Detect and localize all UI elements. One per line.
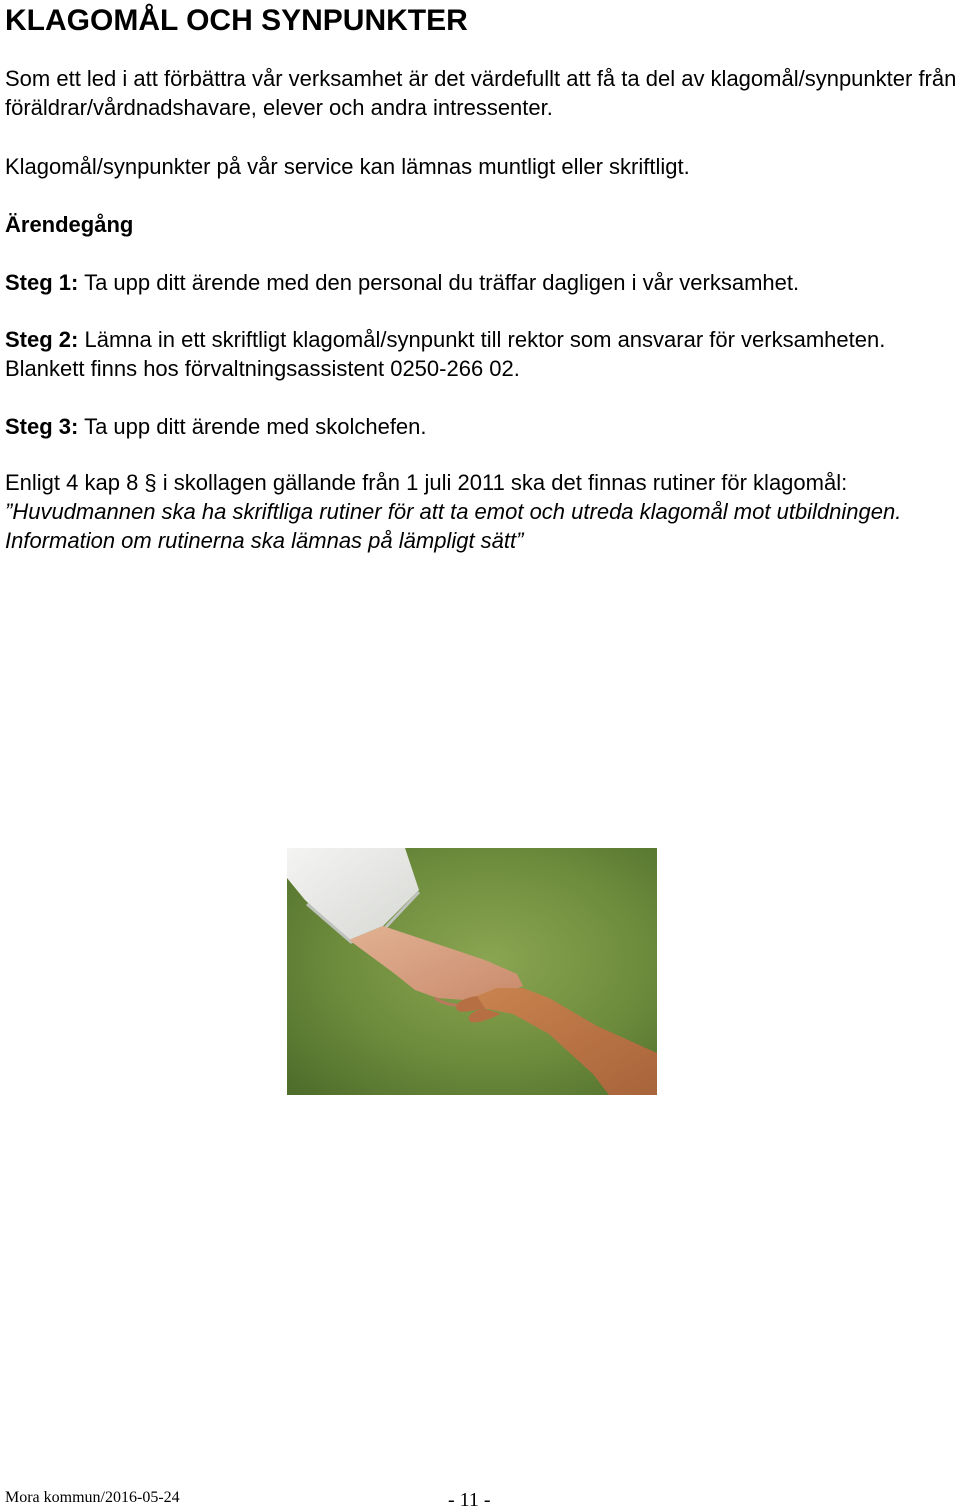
step-3 [5,412,960,441]
intro-paragraph: Som ett led i att förbättra vår verksamhet är det värdefullt att få ta del av klagomål/synpunkter från föräldrar/vårdnadshavare, elever och andra intressenter. [5,66,957,120]
step-1-label: Steg 1: [5,270,79,295]
page-title: KLAGOMÅL OCH SYNPUNKTER [5,4,468,37]
page-number: - 11 - [448,1489,491,1511]
step-2-text: Lämna in ett skriftligt klagomål/synpunkt till rektor som ansvarar för verksamheten. Blankett finns hos förvaltningsassistent 0250-266 02. [5,327,886,381]
hands-photo [287,848,657,1095]
step-3-label: Steg 3: [5,414,79,439]
step-3-text: Ta upp ditt ärende med skolchefen. [78,414,427,439]
law-intro: Enligt 4 kap 8 § i skollagen gällande från 1 juli 2011 ska det finnas rutiner för klagomål: [5,470,848,495]
service-paragraph: Klagomål/synpunkter på vår service kan lämnas muntligt eller skriftligt. [5,154,690,179]
law-quote: ”Huvudmannen ska ha skriftliga rutiner för att ta emot och utreda klagomål mot utbildningen. Information om rutinerna ska lämnas på lämpligt sätt” [5,499,902,553]
step-1 [5,268,960,297]
hands-photo-illustration [287,848,657,1095]
step-2-label: Steg 2: [5,327,79,352]
process-heading: Ärendegång [5,212,134,237]
footer-source: Mora kommun/2016-05-24 [5,1489,180,1506]
law-paragraph [5,468,960,555]
step-1-text: Ta upp ditt ärende med den personal du träffar dagligen i vår verksamhet. [78,270,800,295]
step-2 [5,325,960,383]
